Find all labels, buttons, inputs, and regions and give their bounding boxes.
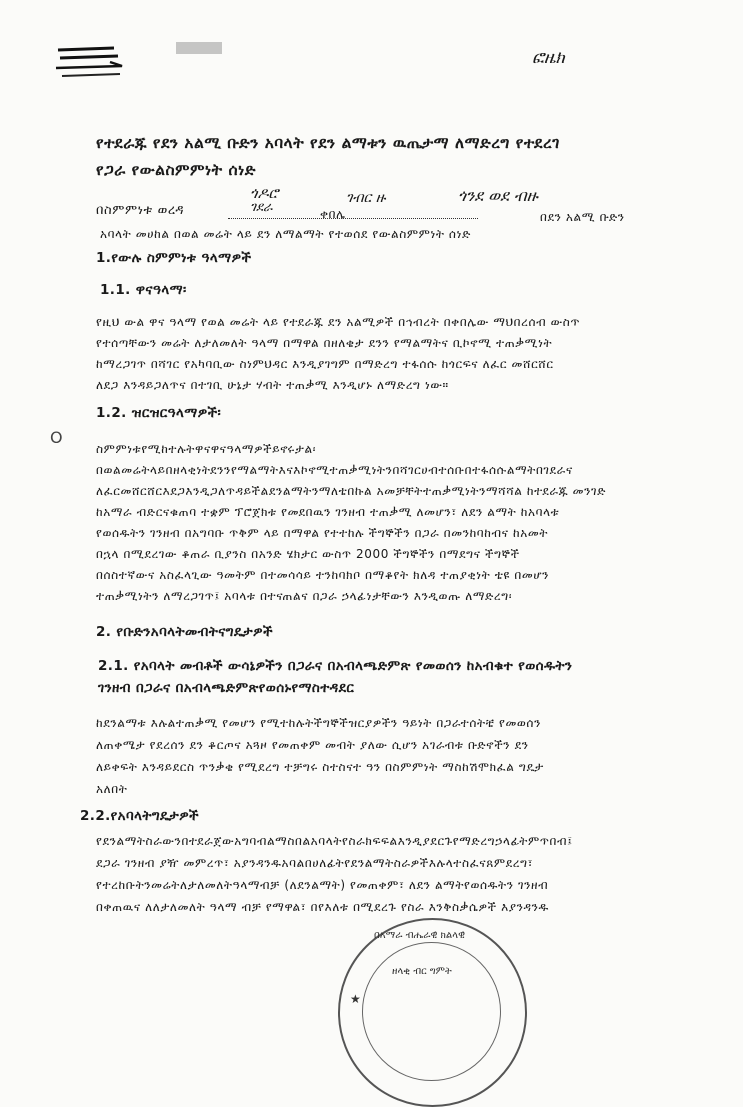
paragraph-line: የተሰጣቸውን መሬት ለታለመለት ዓላማ በማዋል በዘለቄታ ደንን የማልማትና ቢኮኖሚ ተጠቃሚነት [96, 336, 553, 350]
paragraph-line: አለበት [96, 782, 128, 796]
paragraph-line: ለፈርመሸርሸርእደጋእንዲጋለጥዳይችልደንልማትንማለቴበኩል አመቻቸትተጠቃሚነትንማሻሻል ከተደራጁ መንገድ [96, 484, 606, 498]
section-2-2-heading: 2.2.የአባላትግዴታዎች [80, 808, 199, 824]
top-handwritten-mark: ፎዜክ [532, 48, 565, 68]
section-2-1-heading-line-2: ገንዘብ በጋራና በአብላጫድምጽየወሰኑየማስተዳደር [98, 680, 355, 696]
paragraph-line: የዚህ ውል ዋና ዓላማ የወል መሬት ላይ የተደራጁ ደን አልሚዎች በኅብረት በቀበሌው ማህበረሰብ ውስጥ [96, 315, 581, 329]
paragraph-line: በወልመሬትላይበዘላቂነትደንንየማልማትእናእኮኖሚተጠቃሚነትንበሻገርሀብተሰቡበተፋሰሱልማትበገደራና [96, 463, 573, 477]
paragraph-line: ስምምነቱየሚከተሉትዋናዋናዓላማዎችይኖሩታል፡ [96, 442, 317, 456]
paragraph-line: የደንልማትስራውንበተደራጀውአግባብልማስበልአባላትየስራክፍፍልእንዲያደርጉየማድረግኃላፊትምጥበብ፤ [96, 834, 573, 848]
paragraph-line: ከአማራ ብድርናቁጠባ ተቋም ፕሮጀክቱ የመደበዉን ገንዘብ ተጠቃሚ ለመሆን፣ ለደን ልማት ከአባላቱ [96, 505, 560, 519]
handwritten-field-d: ጎንደ ወደ ብዙ [458, 186, 538, 205]
paragraph-line: ለደጋ እንዳይጋለጥና በተገቢ ሁኔታ ሃብት ተጠቃሚ እንዲሆኑ ለማድረግ ነው። [96, 378, 449, 392]
paragraph-line: በኋላ በሚደረገው ቆጠራ ቢያንስ በአንድ ሄክታር ውስጥ 2000 ችግኞችን በማደግና ችግኞች [96, 547, 520, 561]
handwritten-field-a: ጎዶሮ [250, 184, 279, 202]
paragraph-line: ከደንልማቱ እሉልተጠቃሚ የመሆን የሚተከሉትችግኞችዝርያዎችን ዓይነት በጋራተሰትቼ የመወሰን [96, 716, 541, 730]
handwritten-field-c: ገደራ [250, 200, 273, 215]
section-2-1-heading-line-1: 2.1. የአባላት መብቶች ውሳኔዎችን በጋራና በአብላጫድምጽ የመወሰን ከአብቁተ የወሰዱትን [98, 658, 573, 674]
handwritten-field-b: ገብር ዙ [346, 190, 386, 206]
intro-line-1-end: በደን አልሚ ቡድን [540, 210, 625, 224]
paragraph-line: በቀጠዉና ለለታለመለት ዓላማ ብቻ የማዋል፣ በየእለቱ በሚደረጉ የስራ እንቅስቃሴዎች እያንዳንዱ [96, 900, 549, 914]
section-1-heading: 1.የውሉ ስምምነቱ ዓላማዎች [96, 250, 252, 266]
intro-line-2: አባላት መሀከል በወል መሬት ላይ ደን ለማልማት የተወሰደ የውልስምምነት ሰነድ [100, 227, 471, 241]
paragraph-line: ለጠቀሜታ የደረሰን ደን ቆርጦና አጓዞ የመጠቀም መብት ያለው ሲሆን አገራብቱ ቡድኖችን ደን [96, 738, 529, 752]
intro-kebele-label: ቀበሌ [320, 207, 346, 221]
scribble-mark [52, 38, 132, 88]
paragraph-line: ለይቀፍት እንዳይደርስ ጥንቃቄ የሚደረግ ተቻግሩ ስተስናተ ዓን በስምምነት ማስከሽሞክፈል ግዴታ [96, 760, 544, 774]
section-1-1-heading: 1.1. ዋናዓላማ፡ [100, 282, 187, 298]
section-2-heading: 2. የቡድንአባላትመብትናግዴታዎች [96, 624, 273, 640]
redaction-smudge [176, 42, 222, 54]
paragraph-line: ተጠቃሚነትን ለማረጋገጥ፤ አባላቱ በተናጠልና በጋራ ኃላፊነታቸውን እንዲወጡ ለማድረግ፡ [96, 589, 513, 603]
paragraph-line: በሰስተኛውና አስፈላጊው ዓመትም በተመሳሳይ ተንከባክቦ በማቆየት ክለዳ ተጠያቂነት ቴዩ በመሆን [96, 568, 550, 582]
seal-text-top: በአማራ ብሔራዊ ክልላዊ [374, 930, 465, 941]
intro-line-1-start: በስምምነቱ ወረዳ [96, 203, 185, 218]
seal-inner-ring [362, 942, 501, 1081]
seal-star-icon: ★ [350, 992, 361, 1006]
official-seal [338, 918, 527, 1107]
paragraph-line: ከማረጋገጥ በሻገር የአካባቢው ስነምህዳር እንዲያገግም በማድረግ ተፋሰሱ ከጎርፍና ለፈር መሸርሸር [96, 357, 554, 371]
section-1-2-heading: 1.2. ዝርዝርዓላማዎች፡ [96, 405, 222, 421]
fill-line [228, 218, 478, 219]
paragraph-line: ደጋራ ገንዘብ ያዥ መምረጥ፣ አያንዳንዱአባልበሀለፊትየደንልማትስራዎችእሉላተስፈናጸምደረግ፣ [96, 856, 534, 870]
document-title-line-1: የተደራጁ የደን አልሚ ቡድን አባላት የደን ልማቱን ዉጤታማ ለማድረግ የተደረገ [96, 134, 560, 152]
paragraph-line: የወሰዱትን ገንዘብ በአግባቡ ጥቅም ላይ በማዋል የተተከሉ ችግኞችን በጋራ በመንከባከብና ከአመት [96, 526, 549, 540]
paragraph-line: የተረከቡትንመሬትለታለመለትዓላማብቻ (ለደንልማት) የመጠቀም፣ ለደን ልማትየወሰዱትን ገንዘብ [96, 878, 549, 892]
seal-text-mid: ዘላቂ ብር ግምት [392, 966, 452, 977]
document-title-line-2: የጋራ የውልስምምነት ሰነድ [96, 161, 256, 179]
margin-circle-mark: O [50, 428, 63, 447]
